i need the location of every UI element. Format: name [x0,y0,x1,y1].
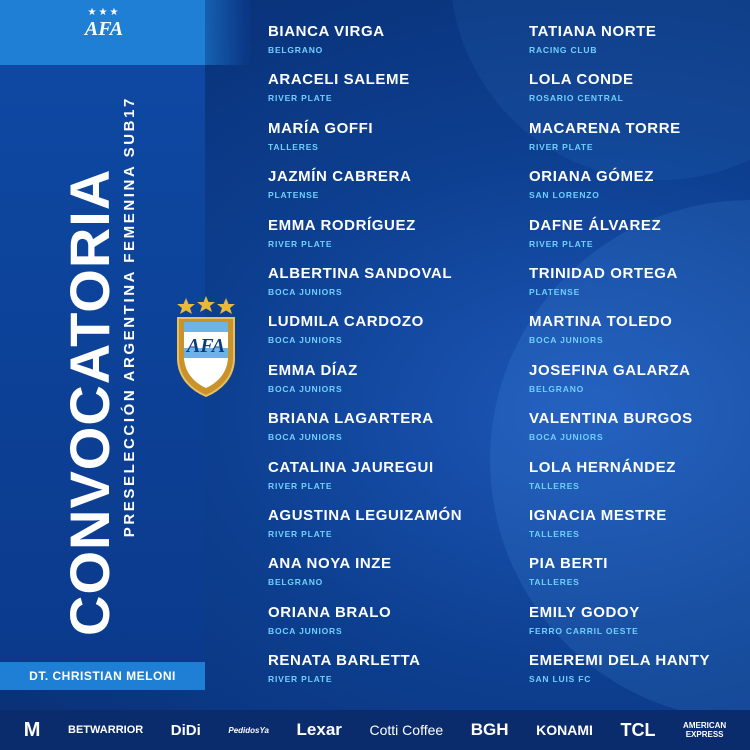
pedidosya-logo: PedidosYa [228,725,269,735]
player-name: ANA NOYA INZE [268,555,392,573]
player-item [268,216,498,264]
player-item [268,22,498,70]
player-name: PIA BERTI [529,555,609,573]
player-item [268,409,498,457]
player-club: SAN LORENZO [529,190,600,201]
player-club: ROSARIO CENTRAL [529,93,624,104]
bgh-logo: BGH [470,720,509,739]
player-club: BOCA JUNIORS [268,383,343,394]
player-name: IGNACIA MESTRE [529,506,667,524]
player-club: SAN LUIS FC [529,674,592,685]
title-block [60,96,160,636]
player-name: EMILY GODOY [529,603,640,621]
player-club: PLATENSE [529,286,581,297]
player-name: LUDMILA CARDOZO [268,313,424,331]
player-name: DAFNE ÁLVAREZ [529,216,662,234]
player-item [268,651,498,699]
player-item [529,554,750,602]
lexar-logo: Lexar [296,720,342,739]
player-item [529,409,750,457]
amex-line1: AMERICAN [683,721,727,730]
player-item [268,167,498,215]
players-right-column [529,22,750,699]
player-club: RIVER PLATE [268,93,333,104]
player-name: MARÍA GOFFI [268,119,374,137]
top-strip-fade [205,0,250,65]
stars-icon: ★★★ [87,7,121,18]
player-item [268,264,498,312]
player-name: EMMA DÍAZ [268,361,358,379]
player-item [529,119,750,167]
player-club: BOCA JUNIORS [268,335,343,346]
cotti-coffee-logo: Cotti Coffee [369,722,444,738]
player-name: EMMA RODRÍGUEZ [268,216,416,234]
player-item [529,216,750,264]
player-club: BOCA JUNIORS [268,625,343,636]
amex-line2: EXPRESS [685,730,724,739]
player-item [268,70,498,118]
player-item [268,458,498,506]
betwarrior-logo: BETWARRIOR [68,724,144,736]
player-name: LOLA CONDE [529,71,634,89]
player-item [268,506,498,554]
player-name: BIANCA VIRGA [268,23,385,40]
player-club: BOCA JUNIORS [529,432,604,443]
player-item [529,312,750,360]
player-club: BELGRANO [268,45,324,55]
player-club: TALLERES [529,480,580,491]
player-name: AGUSTINA LEGUIZAMÓN [268,506,463,524]
player-item [529,264,750,312]
player-club: TALLERES [529,577,580,588]
afa-crest-icon [172,296,240,400]
player-club: RIVER PLATE [268,480,333,491]
player-name: BRIANA LAGARTERA [268,410,434,428]
player-item [529,506,750,554]
page-subtitle: PRESELECCIÓN ARGENTINA FEMENINA SUB17 [121,96,138,538]
player-item [268,119,498,167]
afa-logo-text: AFA [84,18,124,40]
player-item [268,312,498,360]
player-item [268,603,498,651]
player-item [529,651,750,699]
player-item [529,603,750,651]
player-club: RIVER PLATE [268,238,333,249]
player-club: BELGRANO [529,383,585,394]
player-name: MARTINA TOLEDO [529,313,673,331]
player-item [529,70,750,118]
konami-logo: KONAMI [536,722,593,738]
page-title: CONVOCATORIA [58,168,121,636]
player-name: JOSEFINA GALARZA [529,361,691,379]
player-name: ARACELI SALEME [268,71,410,89]
player-name: JAZMÍN CABRERA [268,168,412,186]
player-item [268,554,498,602]
player-club: TALLERES [268,141,319,152]
player-club: RACING CLUB [529,45,598,55]
american-express-logo [683,721,726,739]
player-club: TALLERES [529,528,580,539]
player-club: RIVER PLATE [268,674,333,685]
tcl-logo: TCL [620,719,656,740]
player-item [268,361,498,409]
player-name: ORIANA GÓMEZ [529,168,654,186]
player-name: TRINIDAD ORTEGA [529,264,678,282]
player-name: ORIANA BRALO [268,603,392,621]
player-club: RIVER PLATE [529,141,594,152]
player-club: RIVER PLATE [529,238,594,249]
player-club: BOCA JUNIORS [529,335,604,346]
player-item [529,458,750,506]
players-left-column [268,22,498,699]
player-club: BOCA JUNIORS [268,432,343,443]
player-club: BELGRANO [268,577,324,588]
afa-logo-top [82,8,126,40]
sponsor-bar [0,710,750,750]
player-club: BOCA JUNIORS [268,286,343,297]
player-name: ALBERTINA SANDOVAL [268,264,453,282]
player-item [529,22,750,70]
player-name: LOLA HERNÁNDEZ [529,458,677,476]
didi-logo: DiDi [170,721,201,739]
crest-text: AFA [186,335,226,357]
player-name: VALENTINA BURGOS [529,410,693,428]
player-club: PLATENSE [268,190,320,201]
player-name: MACARENA TORRE [529,119,681,137]
player-club: RIVER PLATE [268,528,333,539]
player-name: EMEREMI DELA HANTY [529,652,711,670]
player-item [529,167,750,215]
player-name: TATIANA NORTE [529,23,657,40]
player-name: RENATA BARLETTA [268,652,421,670]
mcdonalds-logo: M [23,718,41,741]
coach-label: DT. CHRISTIAN MELONI [0,662,205,690]
player-name: CATALINA JAUREGUI [268,458,434,476]
player-club: FERRO CARRIL OESTE [529,625,639,636]
player-item [529,361,750,409]
